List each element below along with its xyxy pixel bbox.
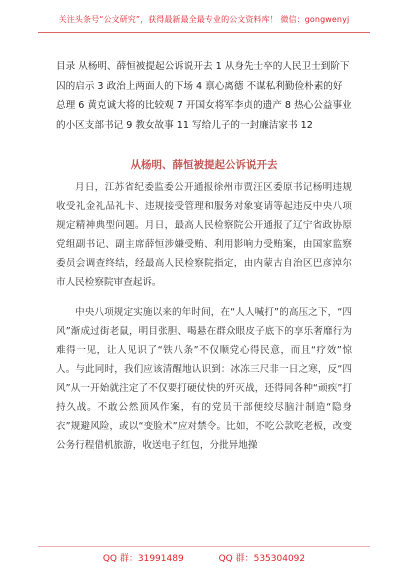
table-of-contents: 目录 从杨明、薛恒被提起公诉说开去 1 从身先士卒的人民卫士到阶下囚的启示 3 政治上两面人的下场 4 禀心离德 不谋私利勤俭朴素的好总理 6 黄克诚大将的比较观 7 开国女将军李贞的遗产 8 热心公益事业的小区支部书记 9 教女故事 11 写给儿子的一封廉洁家书 12	[56, 61, 352, 131]
article-body	[56, 178, 352, 466]
paragraph-1: 月日，江苏省纪委监委公开通报徐州市贾汪区委原书记杨明违规收受礼金礼品礼卡、违规接受管理和服务对象宴请等起违反中央八项规定精神典型问题。月日，最高人民检察院公开通报了辽宁省政协原党组副书记、副主席薛恒涉嫌受贿、利用影响力受贿案，由国家监察委员会调查终结，经最高人民检察院指定，由内蒙古自治区巴彦淖尔市人民检察院审查起诉。	[56, 182, 352, 288]
footer-qq-group-1: QQ 群：31991489	[102, 554, 184, 564]
article-title: 从杨明、薛恒被提起公诉说开去	[130, 159, 278, 171]
paragraph-2: 中央八项规定实施以来的年时间，在“人人喊打”的高压之下，“四风”渐成过街老鼠，明目张胆、喝悬在群众眼皮子底下的享乐奢靡行为难得一见，让人见识了“铁八条”不仅顺党心得民意，而且“疗效”惊人。与此同时，我们应该清醒地认识到：冰冻三尺非一日之寒，反“四风”从一开始就注定了不仅要打硬仗快的歼灭战，还得同各种“顽疾”打持久战。不敢公然顶风作案，有的党员干部便绞尽脑汁制造“隐身衣”规避风险，或以“变脸术”应对禁令。比如，不吃公款吃老板，改变公务行程借机旅游，收送电子红包，分批异地操	[56, 307, 352, 451]
header-banner: 关注头条号“公文研究”，获得最新最全最专业的公文资料库！ 微信：gongwenyj	[58, 15, 350, 24]
footer	[0, 551, 408, 564]
footer-divider	[38, 546, 370, 547]
footer-qq-group-2: QQ 群：535304092	[218, 554, 306, 564]
header-divider	[38, 32, 370, 33]
